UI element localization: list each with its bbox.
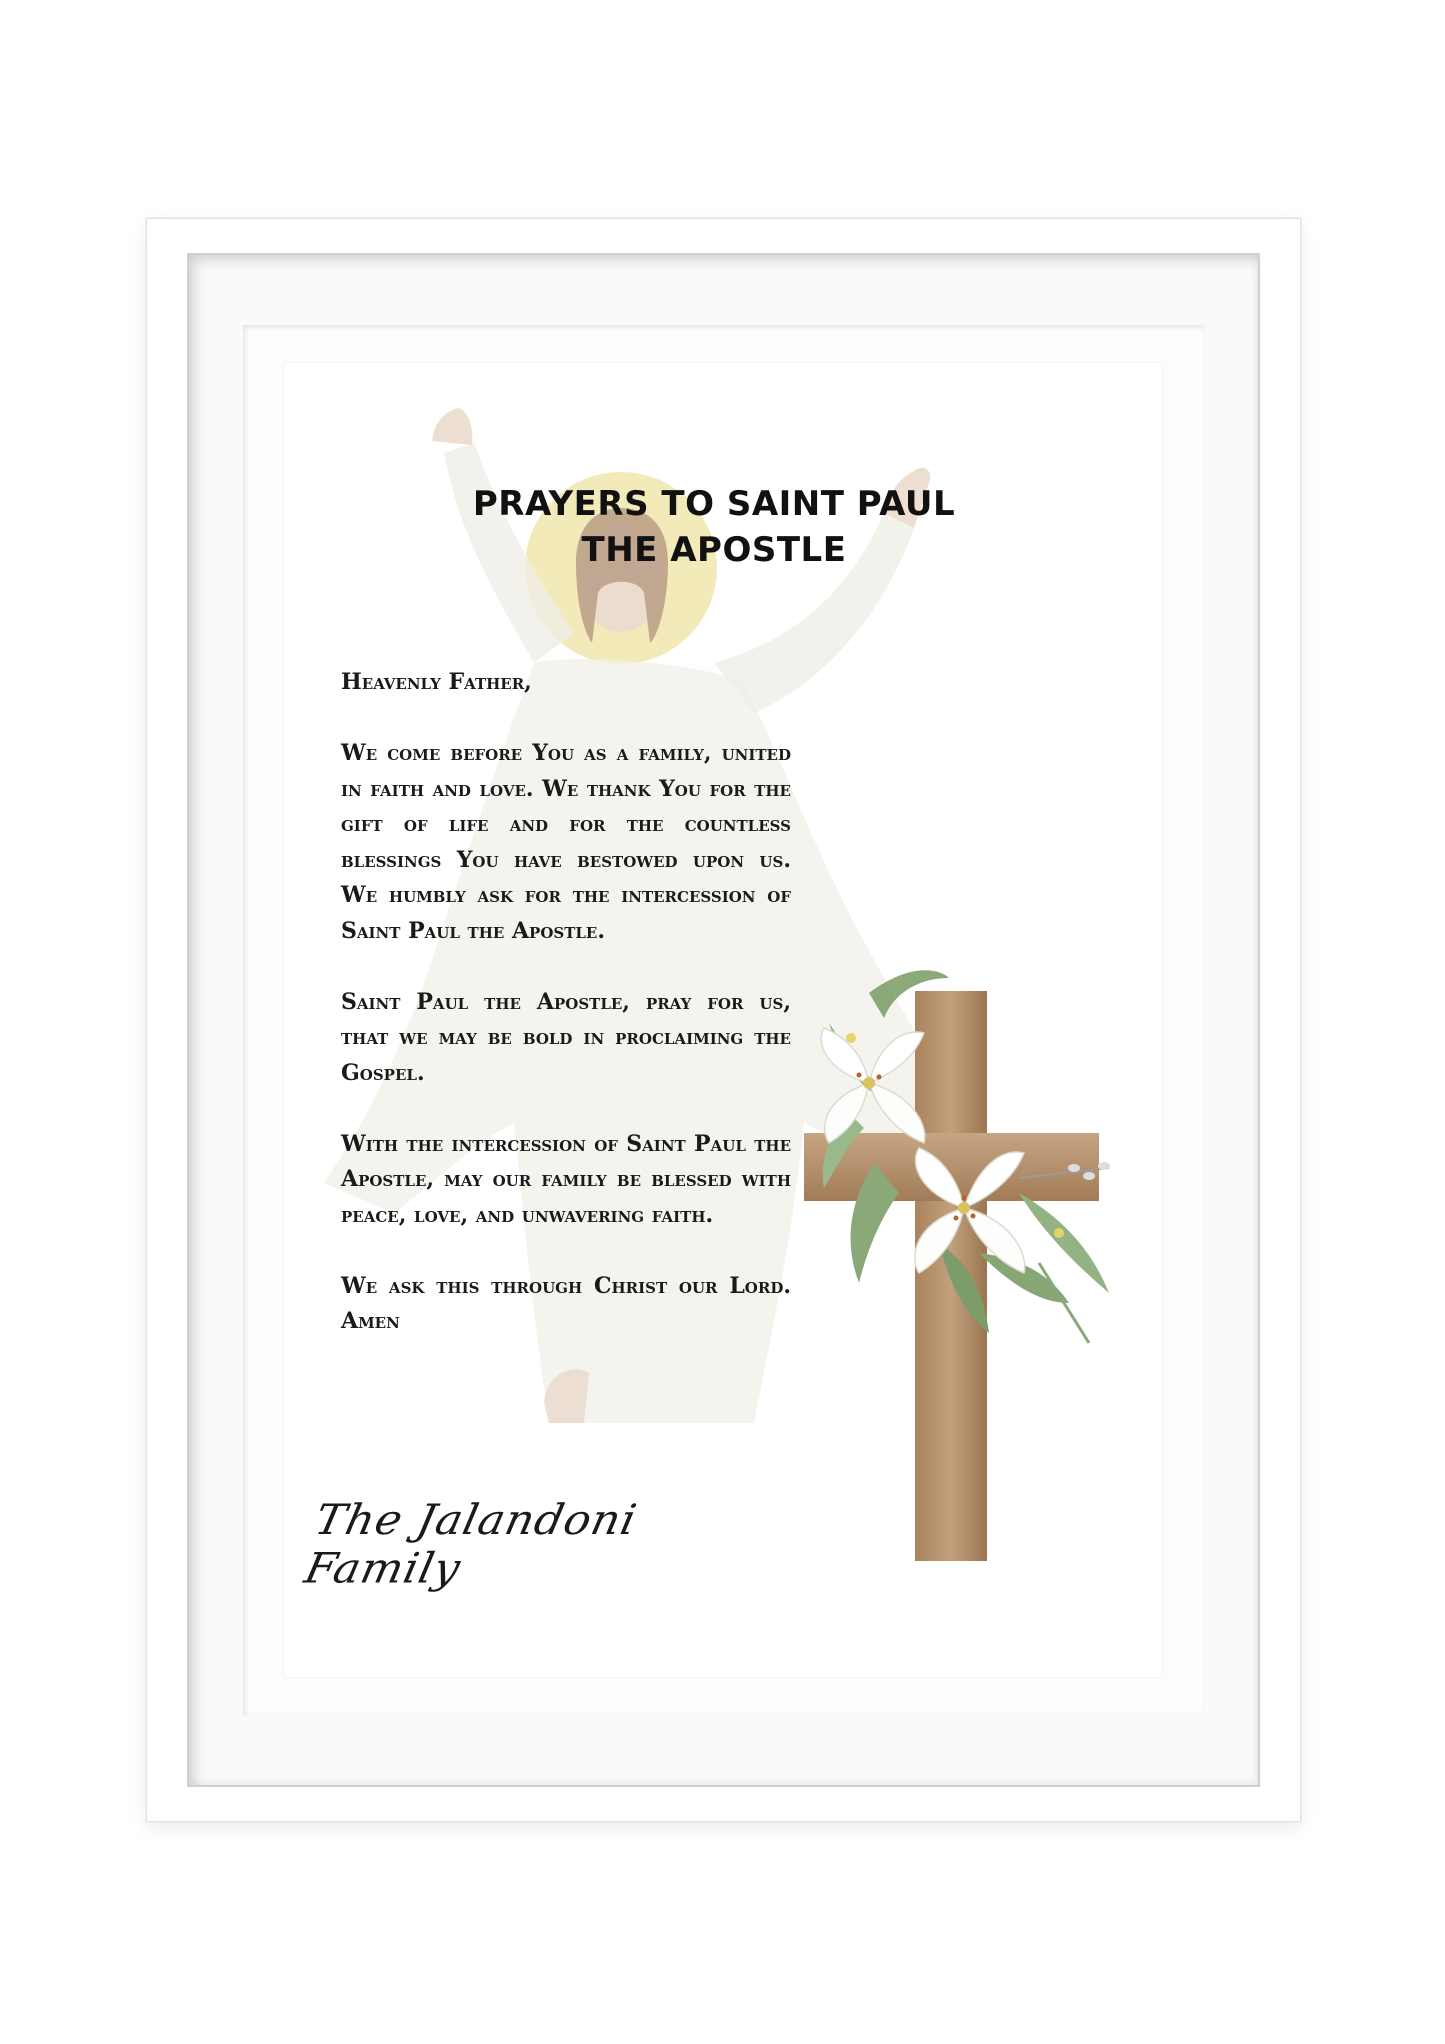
stem-icon [1039, 1263, 1089, 1343]
prayer-print [284, 363, 1162, 1677]
bud-icon [1054, 1228, 1064, 1238]
family-signature: The Jalandoni Family [300, 1496, 642, 1593]
page-title [384, 481, 1044, 573]
prayer-text [341, 665, 791, 1375]
floral-cross-icon [789, 963, 1119, 1563]
prayer-paragraph: With the intercession of Saint Paul the Apostle, may our family be blessed with peace, love, and unwavering faith. [341, 1130, 791, 1228]
title-line-2: THE APOSTLE [581, 530, 847, 570]
bud-icon [1068, 1164, 1080, 1172]
left-hand-shape [432, 408, 472, 445]
bud-icon [1083, 1172, 1095, 1180]
prayer-paragraph: We come before You as a family, united in faith and love. We thank You for the gift of life and for the countless blessings You have bestowed upon us. We humbly ask for the intercession of Saint Paul the Apostle. [341, 740, 791, 944]
title-line-1: PRAYERS TO SAINT PAUL [472, 484, 956, 524]
prayer-salutation: Heavenly Father, [341, 669, 532, 695]
prayer-paragraph: Saint Paul the Apostle, pray for us, that we may be bold in proclaiming the Gospel. [341, 988, 791, 1086]
bud-icon [846, 1033, 856, 1043]
lily-flower-icon [821, 1028, 925, 1143]
prayer-closing: We ask this through Christ our Lord. Amen [341, 1272, 791, 1334]
bud-icon [1098, 1162, 1110, 1170]
